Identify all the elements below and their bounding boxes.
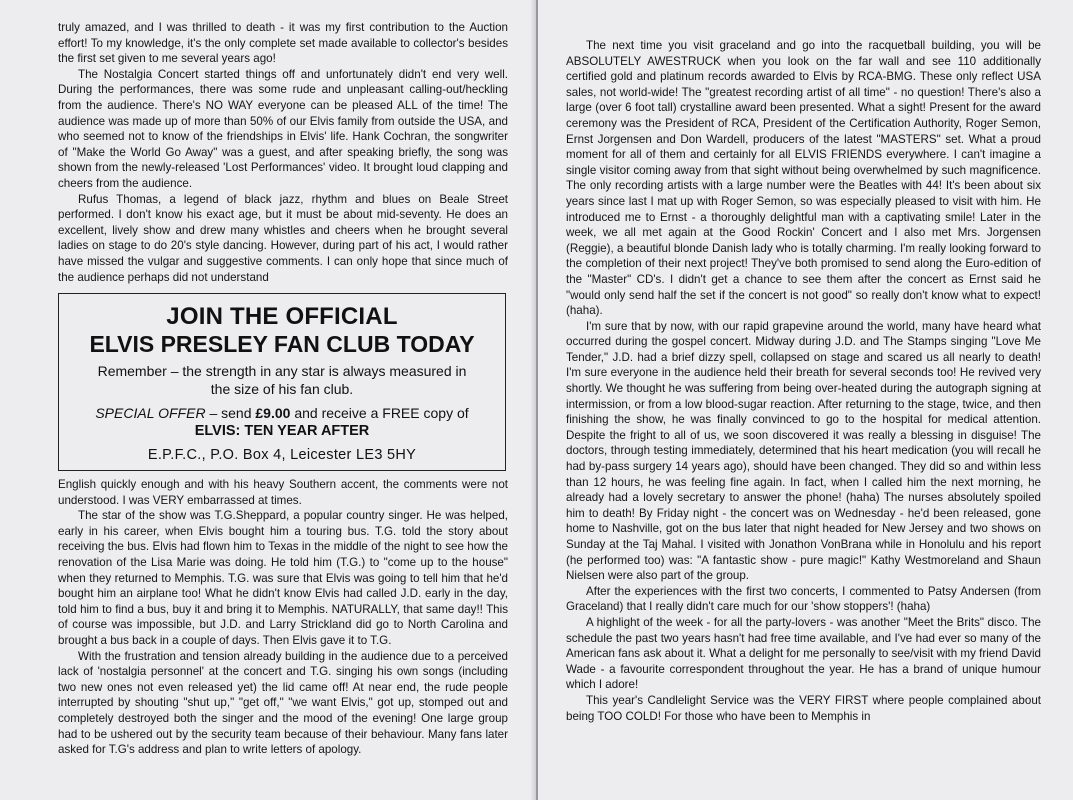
left-paragraph-1: truly amazed, and I was thrilled to death - it was my first contribution to the Auction effort! To my knowledge, it's the only complete set made available to collector's besides the first set given to me several years ago! <box>58 21 508 66</box>
right-paragraph-2: I'm sure that by now, with our rapid grapevine around the world, many have heard what occurred during the gospel concert. Midway during J.D. and The Stamps singing "Love Me Tender," J.D. had a brief dizzy spell, collapsed on stage and scared us all nearly to death! I'm sure everyone in the audience held their breath for several seconds too! He revived very shortly. We thought he was suffering from being over-heated during the autograph signing at intermission, or from a low blood-sugar reaction. After returning to the stage, twice, and then finishing the show, he was finally convinced to go to the hospital for medical attention. Despite the fright to all of us, we soon discovered it was really a blessing in disguise! The doctors, through testing immediately, determined that his heart medication (you will recall he had by-pass surgery 14 years ago), should have been changed. They did so and within less than 12 hours, he was feeling fine again. In fact, when I called him the next morning, he already had a lovely secretary to answer the phone! (haha) The nurses absolutely spoiled him to death! By Friday night - the concert was on Wednesday - he'd been released, gone home to Nashville, got on the bus later that night headed for New Jersey and two shows on Sunday at the Taj Mahal. I visited with Jonathon VonBrana while in Honolulu and his report (he performed too) was: "A fantastic show - pure magic!" Kathy Westmoreland and Shaun Nielsen were also part of the group. <box>566 319 1041 583</box>
ad-postal-address: E.P.F.C., P.O. Box 4, Leicester LE3 5HY <box>147 447 417 464</box>
right-paragraph-3: After the experiences with the first two concerts, I commented to Patsy Andersen (from Graceland) that I really didn't care much for our 'show stoppers'! (haha) <box>566 584 1041 614</box>
right-paragraph-4: A highlight of the week - for all the party-lovers - was another "Meet the Brits" disco. The schedule the past two years hasn't had free time available, and I've had ever so many of the American fans ask about it. What a delight for me personally to see/visit with my friend David Wade - a favourite correspondent throughout the year. He has a brand of unique humour which I adore! <box>566 615 1041 692</box>
left-page <box>0 0 536 800</box>
ad-headline-2: ELVIS PRESLEY FAN CLUB TODAY <box>89 331 475 358</box>
ad-offer-label: SPECIAL OFFER <box>95 405 206 422</box>
fan-club-advertisement <box>58 293 506 471</box>
ad-offer-free-copy: and receive a FREE copy of <box>290 405 469 422</box>
ad-headline-1: JOIN THE OFFICIAL <box>166 303 398 331</box>
left-paragraph-3: Rufus Thomas, a legend of black jazz, rhythm and blues on Beale Street performed. I don't know his exact age, but it must be about mid-seventy. He does an excellent, lively show and drew many whistles and cheers when he brought several ladies on stage to do 20's style dancing. However, during part of his act, I would rather have missed the vulgar and suggestive comments. I can only hope that since much of the audience perhaps did not understand <box>58 192 508 284</box>
ad-offer-price: £9.00 <box>255 405 291 422</box>
left-paragraph-5: The star of the show was T.G.Sheppard, a popular country singer. He was helped, early in his career, when Elvis bought him a touring bus. T.G. told the story about receiving the bus. Elvis had flown him to Texas in the middle of the night to see how the renovation of the Lisa Marie was doing. He told him (T.G.) to "come up to the house" when they returned to Memphis. T.G. was sure that Elvis was going to tell him that he'd bought him an airplane too! What he didn't know Elvis had called J.D. early in the day, told him to find a bus, buy it and bring it to Memphis. NATURALLY, that same day!! This of course was impossible, but J.D. and Larry Strickland did go to North Carolina and brought a bus back in a couple of days. Then Elvis gave it to T.G. <box>58 509 508 648</box>
left-paragraph-4: English quickly enough and with his heavy Southern accent, the comments were not understood. I was VERY embarrassed at times. <box>58 478 508 507</box>
right-paragraph-5: This year's Candlelight Service was the VERY FIRST where people complained about being TOO COLD! For those who have been to Memphis in <box>566 693 1041 723</box>
ad-tagline-1: Remember – the strength in any star is always measured in <box>97 363 467 380</box>
ad-offer-send: – send <box>205 405 256 422</box>
ad-tagline-2: the size of his fan club. <box>210 381 354 398</box>
ad-special-offer <box>65 404 499 422</box>
left-paragraph-2: The Nostalgia Concert started things off and unfortunately didn't end very well. During the performances, there was some rude and unpleasant calling-out/heckling from the audience. There's NO WAY everyone can be pleased ALL of the time! The audience was made up of more than 50% of our Elvis family from outside the USA, and who seemed not to know of the friendships in Elvis' life. Hank Cochran, the songwriter of "Make the World Go Away" was a guest, and after speaking briefly, the song was shown from the newly-released 'Lost Performances' video. It brought loud clapping and cheers from the audience. <box>58 67 508 190</box>
right-page <box>538 0 1073 800</box>
ad-book-title: ELVIS: TEN YEAR AFTER <box>194 423 370 440</box>
left-paragraph-6: With the frustration and tension already building in the audience due to a perceived lack of 'nostalgia personnel' at the concert and T.G. singing his own songs (including two new ones not even released yet) the lid came off! At near end, the rude people interrupted by shouting "shut up," "get off," "we want Elvis," got up, stomped out and completely destroyed both the singer and the mood of the evening! One large group had to be ushered out by the security team because of their behaviour. Many fans later asked for T.G's address and plan to write letters of apology. <box>58 649 508 757</box>
right-paragraph-1: The next time you visit graceland and go into the racquetball building, you will be ABSOLUTELY AWESTRUCK when you look on the far wall and see 110 additionally certified gold and platinum records awarded to Elvis by RCA-BMG. These only reflect USA sales, not world-wide! The "greatest recording artist of all time" - no question! There's also a large (over 6 foot tall) crystalline award been presented. What a sight! Present for the award ceremony was the President of RCA, President of the Certification Authority, Roger Semon, Ernst Jorgensen and Don Wardell, producers of the latest "MASTERS" set. What a proud moment for all of them and certainly for all ELVIS FRIENDS everywhere. I can't imagine a single visitor coming away from that sight without being overwhelmed by such magnificence. The only recording artists with a large number were the Beatles with 44! It's been about six years since last I mat up with Roger Semon, so was especially pleased to visit with him. He introduced me to Ernst - a thoroughly delightful man with a captivating smile! Later in the week, we all met again at the Good Rockin' Concert and I also met Mrs. Jorgensen (Reggie), a beautiful blonde Danish lady who is totally charming. I'm really looking forward to the completion of their next project! They've both promised to send along the Euro-edition of the "Master" CD's. I didn't get a chance to see them after the concert as Ernst said he "would only send half the set if the concert is not good" so really don't know what to expect! (haha). <box>566 39 1041 318</box>
